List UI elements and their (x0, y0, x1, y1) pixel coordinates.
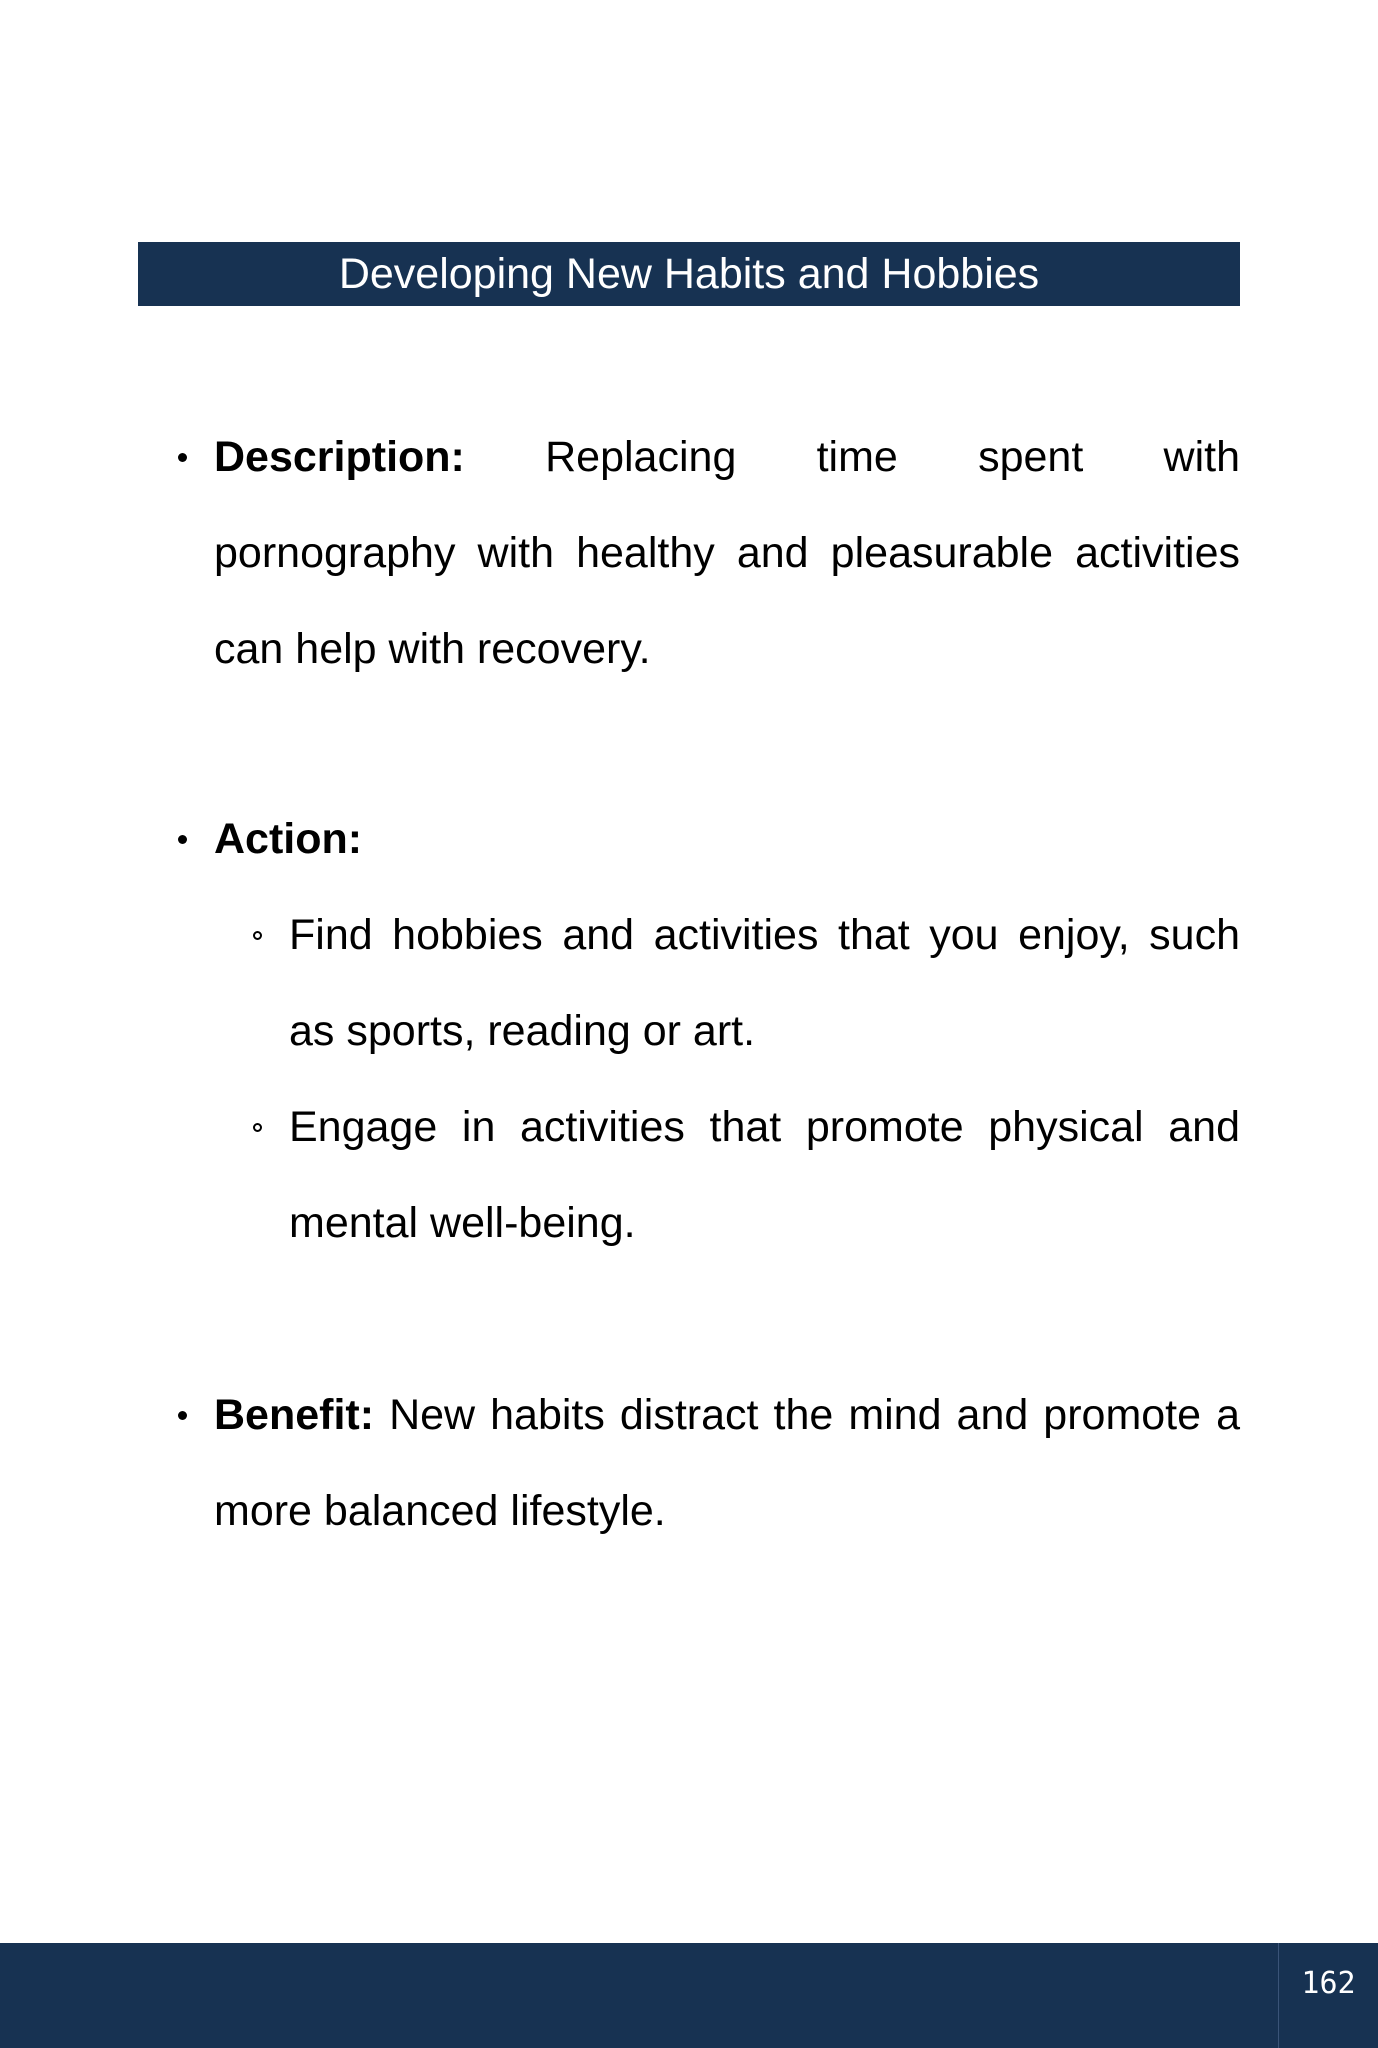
description-label: Description: (214, 433, 465, 481)
action-subitem-1 (289, 887, 1240, 1079)
action-label: Action: (214, 815, 363, 863)
action-subitem-text: Engage in activities that promote physical and mental well-being. (289, 1103, 1240, 1247)
page-number: 162 (1301, 1965, 1356, 2001)
bullet-dot-icon (178, 835, 187, 844)
description-text-line1: Replacing time spent with (464, 433, 1240, 481)
benefit-text: New habits distract the mind and promote a more balanced lifestyle. (214, 1391, 1240, 1535)
bullet-action (214, 791, 1240, 887)
benefit-label: Benefit: (214, 1391, 375, 1439)
bullet-benefit (214, 1367, 1240, 1559)
description-paragraph (214, 409, 1240, 505)
page-title: Developing New Habits and Hobbies (338, 249, 1040, 298)
circle-bullet-icon (253, 1123, 262, 1132)
action-subitem-text: Find hobbies and activities that you enjoy, such as sports, reading or art. (289, 911, 1240, 1055)
circle-bullet-icon (253, 931, 262, 940)
action-paragraph (214, 791, 1240, 887)
benefit-paragraph (214, 1367, 1240, 1559)
bullet-dot-icon (178, 453, 187, 462)
bullet-description (214, 409, 1240, 697)
bullet-dot-icon (178, 1411, 187, 1420)
description-paragraph-rest (214, 505, 1240, 697)
section-title-bar (138, 242, 1240, 306)
description-text-rest: pornography with healthy and pleasurable activities can help with recovery. (214, 529, 1240, 673)
footer-bar (0, 1943, 1378, 2048)
action-subitem-2 (289, 1079, 1240, 1271)
